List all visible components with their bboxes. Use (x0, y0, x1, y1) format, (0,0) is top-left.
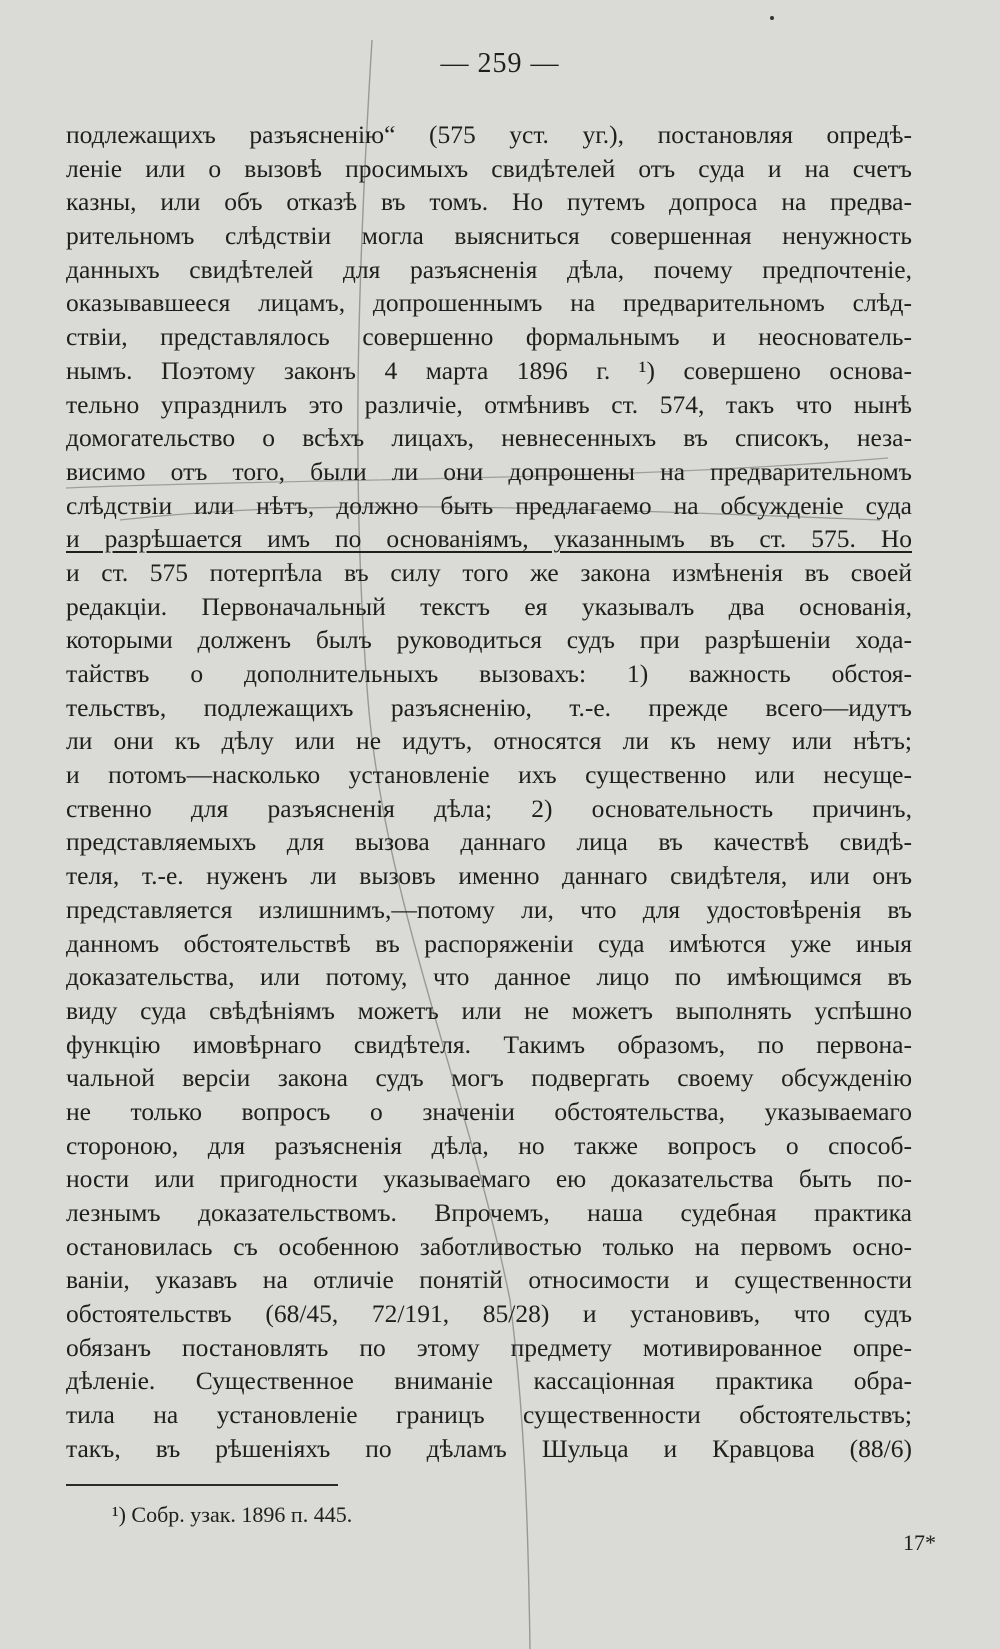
text-line: тельствъ, подлежащихъ разъясненію, т.-е. прежде всего—идутъ (66, 692, 912, 722)
text-line: которыми долженъ былъ руководиться судъ при разрѣшеніи хода- (66, 625, 912, 655)
text-line: тельно упразднилъ это различіе, отмѣнивъ ст. 574, такъ что нынѣ (66, 389, 912, 419)
text-line: чальной версіи закона судъ могъ подвергать своему обсужденію (66, 1063, 912, 1093)
text-line: данномъ обстоятельствѣ въ распоряженіи суда имѣются уже иныя (66, 928, 912, 958)
text-line: представляется излишнимъ,—потому ли, что для удостовѣренія въ (66, 894, 912, 924)
printer-signature: 17* (903, 1530, 936, 1555)
text-line: тила на установленіе границъ существенности обстоятельствъ; (66, 1400, 912, 1430)
text-line: и разрѣшается имъ по основаніямъ, указаннымъ въ ст. 575. Но (66, 524, 912, 554)
page-number: — 259 — (440, 48, 560, 79)
text-line: подлежащихъ разъясненію“ (575 уст. уг.), постановляя опредѣ- (66, 120, 912, 149)
text-line: и ст. 575 потерпѣла въ силу того же закона измѣненія въ своей (66, 557, 912, 587)
text-line: ственно для разъясненія дѣла; 2) основательность причинъ, (66, 793, 912, 823)
text-line: ли они къ дѣлу или не идутъ, относятся ли къ нему или нѣтъ; (66, 726, 912, 756)
text-line: ности или пригодности указываемаго ею доказательства быть по- (66, 1164, 912, 1194)
text-line: остановилась съ особенною заботливостью только на первомъ осно- (66, 1231, 912, 1261)
text-line: представляемыхъ для вызова даннаго лица въ качествѣ свидѣ- (66, 827, 912, 857)
text-line: домогательство о всѣхъ лицахъ, невнесенныхъ въ списокъ, неза- (66, 423, 912, 453)
text-line: обстоятельствъ (68/45, 72/191, 85/28) и установивъ, что судъ (66, 1299, 912, 1329)
text-line: и потомъ—насколько установленіе ихъ существенно или несуще- (66, 760, 912, 790)
text-line: виду суда свѣдѣніямъ можетъ или не можетъ выполнять успѣшно (66, 995, 912, 1025)
scan-speck (770, 16, 774, 20)
text-line: дѣленіе. Существенное вниманіе кассаціонная практика обра- (66, 1366, 912, 1396)
text-line: рительномъ слѣдствіи могла выясниться совершенная ненужность (66, 221, 912, 251)
text-line: ваніи, указавъ на отличіе понятій относимости и существенности (66, 1265, 912, 1295)
text-line: оказывавшееся лицамъ, допрошеннымъ на предварительномъ слѣд- (66, 288, 912, 318)
text-line: лезнымъ доказательствомъ. Впрочемъ, наша судебная практика (66, 1198, 912, 1227)
text-line: данныхъ свидѣтелей для разъясненія дѣла, почему предпочтеніе, (66, 254, 912, 284)
text-line: теля, т.-е. нуженъ ли вызовъ именно даннаго свидѣтеля, или онъ (66, 861, 912, 891)
text-line: стороною, для разъясненія дѣла, но также вопросъ о способ- (66, 1130, 912, 1160)
text-line: слѣдствіи или нѣтъ, должно быть предлагаемо на обсужденіе суда (66, 490, 912, 520)
footnote-divider (66, 1484, 338, 1486)
text-line: леніе или о вызовѣ просимыхъ свидѣтелей отъ суда и на счетъ (66, 153, 912, 183)
text-line: функцію имовѣрнаго свидѣтеля. Такимъ образомъ, по первона- (66, 1029, 912, 1059)
text-line: ствіи, представлялось совершенно формальнымъ и неоснователь- (66, 322, 912, 352)
text-line: казны, или объ отказѣ въ томъ. Но путемъ допроса на предва- (66, 187, 912, 217)
text-line: нымъ. Поэтому законъ 4 марта 1896 г. ¹) совершено основа- (66, 355, 912, 385)
body-text (66, 118, 912, 1466)
text-line: доказательства, или потому, что данное лицо по имѣющимся въ (66, 962, 912, 992)
text-line: редакціи. Первоначальный текстъ ея указывалъ два основанія, (66, 591, 912, 621)
text-line: не только вопросъ о значеніи обстоятельства, указываемаго (66, 1096, 912, 1126)
text-line: обязанъ постановлять по этому предмету мотивированное опре- (66, 1332, 912, 1362)
text-line: такъ, въ рѣшеніяхъ по дѣламъ Шульца и Кравцова (88/6) (66, 1433, 912, 1463)
text-line: тайствъ о дополнительныхъ вызовахъ: 1) важность обстоя- (66, 659, 912, 688)
footnote: ¹) Собр. узак. 1896 п. 445. (112, 1502, 353, 1527)
text-line: висимо отъ того, были ли они допрошены на предварительномъ (66, 456, 912, 486)
